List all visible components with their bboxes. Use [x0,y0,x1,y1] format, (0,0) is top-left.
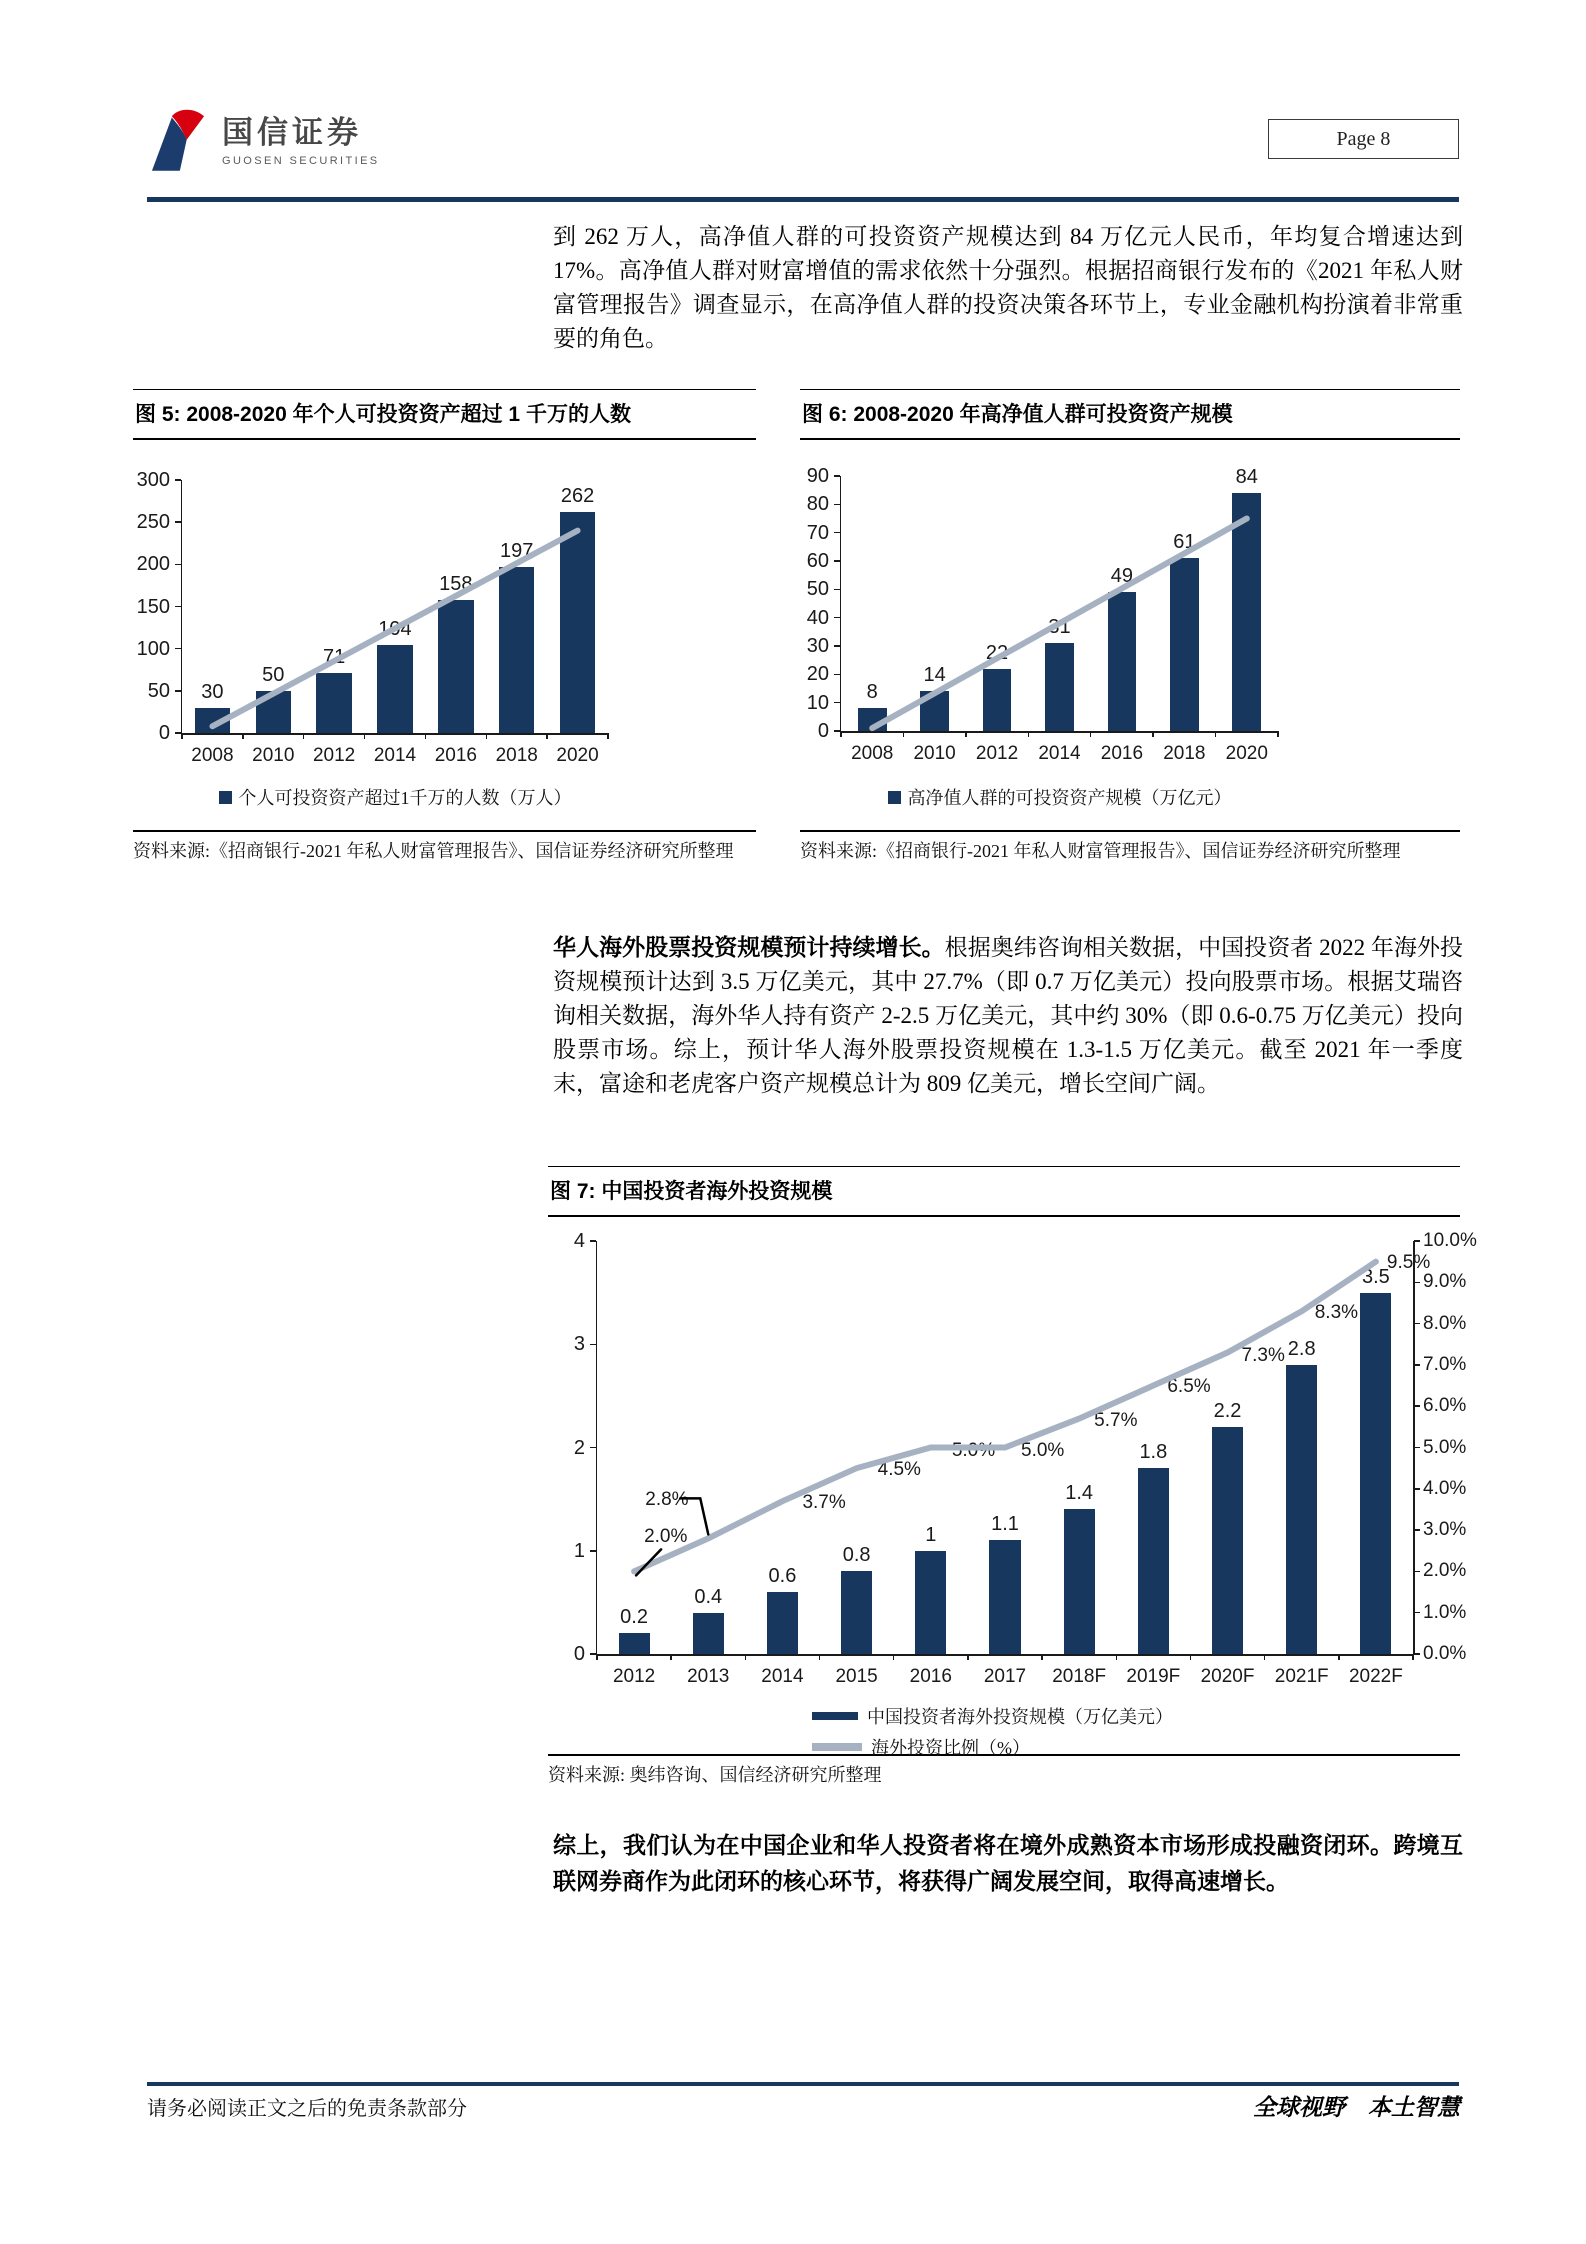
bar-value-label: 1.4 [1065,1482,1094,1505]
bar-value-label: 50 [262,663,285,686]
x-axis-tick-label: 2012 [312,745,356,766]
paragraph-1: 到 262 万人，高净值人群的可投资资产规模达到 84 万亿元人民币，年均复合增速达到 17%。高净值人群对财富增值的需求依然十分强烈。根据招商银行发布的《2021 年私人财富管理报告》调查显示，在高净值人群的投资决策各环节上，专业金融机构扮演着非常重要的角色。 [553,224,1463,351]
x-axis-tick-label: 2013 [687,1666,730,1687]
x-axis-tick-label: 2014 [761,1666,804,1687]
chart-legend [182,784,608,810]
right-axis-tick-label: 5.0% [1423,1436,1467,1458]
bar-value-label: 22 [985,641,1009,664]
x-axis-tick-label: 2020 [1225,743,1268,764]
line-point-label: 8.3% [1314,1302,1359,1324]
x-axis-tick-label: 2015 [835,1666,878,1687]
figure-6-title: 图 6: 2008-2020 年高净值人群可投资资产规模 [800,389,1460,440]
y-axis-tick-label: 50 [147,679,170,702]
bar-value-label: 104 [378,618,412,641]
figure-6 [800,389,1460,864]
figure-7 [548,1166,1477,1788]
line-point-label: 5.0% [1021,1439,1065,1461]
x-axis-tick-label: 2017 [983,1666,1027,1687]
x-axis-tick-label: 2010 [913,743,956,764]
footer-disclaimer: 请务必阅读正文之后的免责条款部分 [147,2098,467,2120]
footer-divider [147,2082,1459,2086]
y-axis-tick-label: 70 [806,521,829,544]
bar-value-label: 2.2 [1213,1399,1242,1422]
bar-value-label: 262 [560,485,595,508]
x-axis-tick-label: 2016 [909,1666,952,1687]
y-axis-tick-label: 80 [806,493,829,516]
bar-value-label: 14 [923,664,946,687]
legend-label: 海外投资比例（%） [871,1738,1030,1758]
bar-value-label: 0.6 [768,1565,797,1588]
line-point-label: 4.5% [877,1459,921,1481]
x-axis-tick-label: 2008 [851,743,894,764]
y-axis-tick-label: 4 [573,1230,585,1252]
trend-line [800,440,1460,830]
line-point-label: 3.7% [802,1492,846,1514]
right-axis-tick-label: 1.0% [1423,1601,1467,1623]
y-axis-tick-label: 90 [806,465,829,487]
bar-value-label: 158 [439,572,473,595]
bar-value-label: 61 [1173,531,1196,554]
figure-6-chart [800,440,1460,830]
line-series [548,1217,1460,1754]
line-point-label: 5.0% [951,1439,996,1461]
x-axis-tick-label: 2020 [556,745,599,766]
bar-value-label: 1 [925,1523,937,1546]
right-axis-tick-label: 6.0% [1423,1395,1467,1417]
x-axis-tick-label: 2012 [612,1666,656,1687]
chart-legend-row [812,1703,1173,1729]
right-axis-tick-label: 10.0% [1423,1230,1477,1251]
line-point-label: 7.3% [1241,1344,1285,1366]
y-axis-tick-label: 50 [806,578,829,601]
x-axis-tick-label: 2012 [975,743,1019,764]
x-axis-tick-label: 2014 [1038,743,1081,764]
y-axis-tick-label: 250 [136,511,170,534]
legend-swatch-bar [219,791,232,804]
right-axis-tick-label: 0.0% [1423,1643,1467,1664]
right-axis-tick-label: 3.0% [1423,1519,1467,1541]
x-axis-tick-label: 2016 [1100,743,1144,764]
y-axis-tick-label: 60 [806,550,829,572]
y-axis-tick-label: 100 [136,637,170,660]
line-point-label: 6.5% [1167,1375,1211,1397]
y-axis-tick-label: 0 [158,722,170,744]
trend-line [133,440,756,830]
y-axis-tick-label: 10 [806,691,829,714]
y-axis-tick-label: 40 [806,606,829,629]
y-axis-tick-label: 0 [817,720,829,742]
x-axis-tick-label: 2014 [373,745,417,766]
figure-5 [133,389,756,864]
paragraph-2-bold-lead: 华人海外股票投资规模预计持续增长。 [553,935,945,960]
legend-label: 高净值人群的可投资资产规模（万亿元） [907,788,1232,808]
y-axis-tick-label: 2 [573,1436,585,1459]
line-point-label: 2.8% [645,1489,689,1511]
page-number-badge: Page 8 [1268,119,1459,159]
bar-value-label: 30 [201,680,224,703]
right-axis-tick-label: 7.0% [1423,1353,1467,1375]
footer-slogan: 全球视野 本土智慧 [1253,2095,1460,2120]
y-axis-tick-label: 0 [573,1643,585,1665]
bar-value-label: 1.1 [991,1513,1019,1536]
right-axis-tick-label: 9.0% [1423,1271,1467,1293]
line-point-label: 2.0% [644,1526,688,1548]
x-axis-tick-label: 2018F [1052,1666,1107,1687]
bar-value-label: 84 [1235,466,1258,488]
bar-value-label: 31 [1048,616,1071,639]
chart-legend-row [812,1734,1030,1760]
figure-6-source: 资料来源:《招商银行-2021 年私人财富管理报告》、国信证券经济研究所整理 [800,830,1460,864]
bar-value-label: 0.8 [842,1544,871,1567]
bar-value-label: 0.4 [694,1585,723,1608]
y-axis-tick-label: 20 [806,663,829,686]
header-divider [147,197,1459,202]
x-axis-tick-label: 2021F [1274,1666,1329,1687]
legend-swatch-bar [812,1712,858,1720]
figure-7-chart [548,1217,1477,1758]
x-axis-tick-label: 2016 [434,745,477,766]
x-axis-tick-label: 2008 [191,745,234,766]
conclusion-paragraph: 综上，我们认为在中国企业和华人投资者将在境外成熟资本市场形成投融资闭环。跨境互联网券商作为此闭环的核心环节，将获得广阔发展空间，取得高速增长。 [553,1833,1463,1894]
paragraph-2-rest: 根据奥纬咨询相关数据，中国投资者 2022 年海外投资规模预计达到 3.5 万亿美元，其中 27.7%（即 0.7 万亿美元）投向股票市场。根据艾瑞咨询相关数据，海外华人持有资产 2-2.5 万亿美元，其中约 30%（即 0.6-0.75 万亿美元）投向股票市场。综上，预计华人海外股票投资规模在 1.3-1.5 万亿美元。截至 2021 年一季度末，富途和老虎客户资产规模总计为 809 亿美元，增长空间广阔。 [553,935,1464,1096]
legend-label: 中国投资者海外投资规模（万亿美元） [867,1707,1173,1727]
legend-label: 个人可投资资产超过1千万的人数（万人） [238,788,572,808]
x-axis-tick-label: 2010 [252,745,295,766]
x-axis-tick-label: 2018 [495,745,538,766]
figure-5-title: 图 5: 2008-2020 年个人可投资资产超过 1 千万的人数 [133,389,756,440]
bar-value-label: 3.5 [1361,1265,1390,1288]
y-axis-tick-label: 30 [806,635,829,657]
figure-7-source: 资料来源: 奥纬咨询、国信经济研究所整理 [548,1754,1460,1788]
y-axis-tick-label: 200 [136,553,170,576]
figure-5-source: 资料来源:《招商银行-2021 年私人财富管理报告》、国信证券经济研究所整理 [133,830,756,864]
legend-swatch-bar [888,791,901,804]
x-axis-tick-label: 2020F [1200,1666,1255,1687]
y-axis-tick-label: 300 [136,469,170,491]
figure-5-chart [133,440,756,830]
chart-legend [841,784,1278,810]
bar-value-label: 8 [866,681,878,704]
brand-block [222,116,380,167]
brand-name-en: GUOSEN SECURITIES [222,155,380,167]
bar-value-label: 197 [500,539,534,562]
bar-value-label: 0.2 [620,1606,648,1629]
right-axis-tick-label: 2.0% [1423,1560,1467,1582]
paragraph-2 [553,931,1463,1101]
line-point-label: 9.5% [1386,1251,1431,1273]
y-axis-tick-label: 1 [573,1539,585,1562]
bar-value-label: 1.8 [1139,1441,1168,1464]
legend-swatch-line [812,1743,862,1751]
bar-value-label: 71 [323,646,346,669]
x-axis-tick-label: 2019F [1126,1666,1181,1687]
x-axis-tick-label: 2018 [1163,743,1206,764]
line-point-label: 5.7% [1094,1409,1138,1431]
guosen-logo-icon [147,106,209,176]
right-axis-tick-label: 8.0% [1423,1312,1467,1334]
figure-7-title: 图 7: 中国投资者海外投资规模 [548,1166,1460,1217]
y-axis-tick-label: 3 [573,1333,585,1356]
x-axis-tick-label: 2022F [1348,1666,1403,1687]
y-axis-tick-label: 150 [136,595,170,618]
right-axis-tick-label: 4.0% [1423,1477,1467,1499]
bar-value-label: 49 [1110,565,1134,588]
bar-value-label: 2.8 [1287,1337,1316,1360]
brand-name-cn: 国信证券 [222,115,362,150]
